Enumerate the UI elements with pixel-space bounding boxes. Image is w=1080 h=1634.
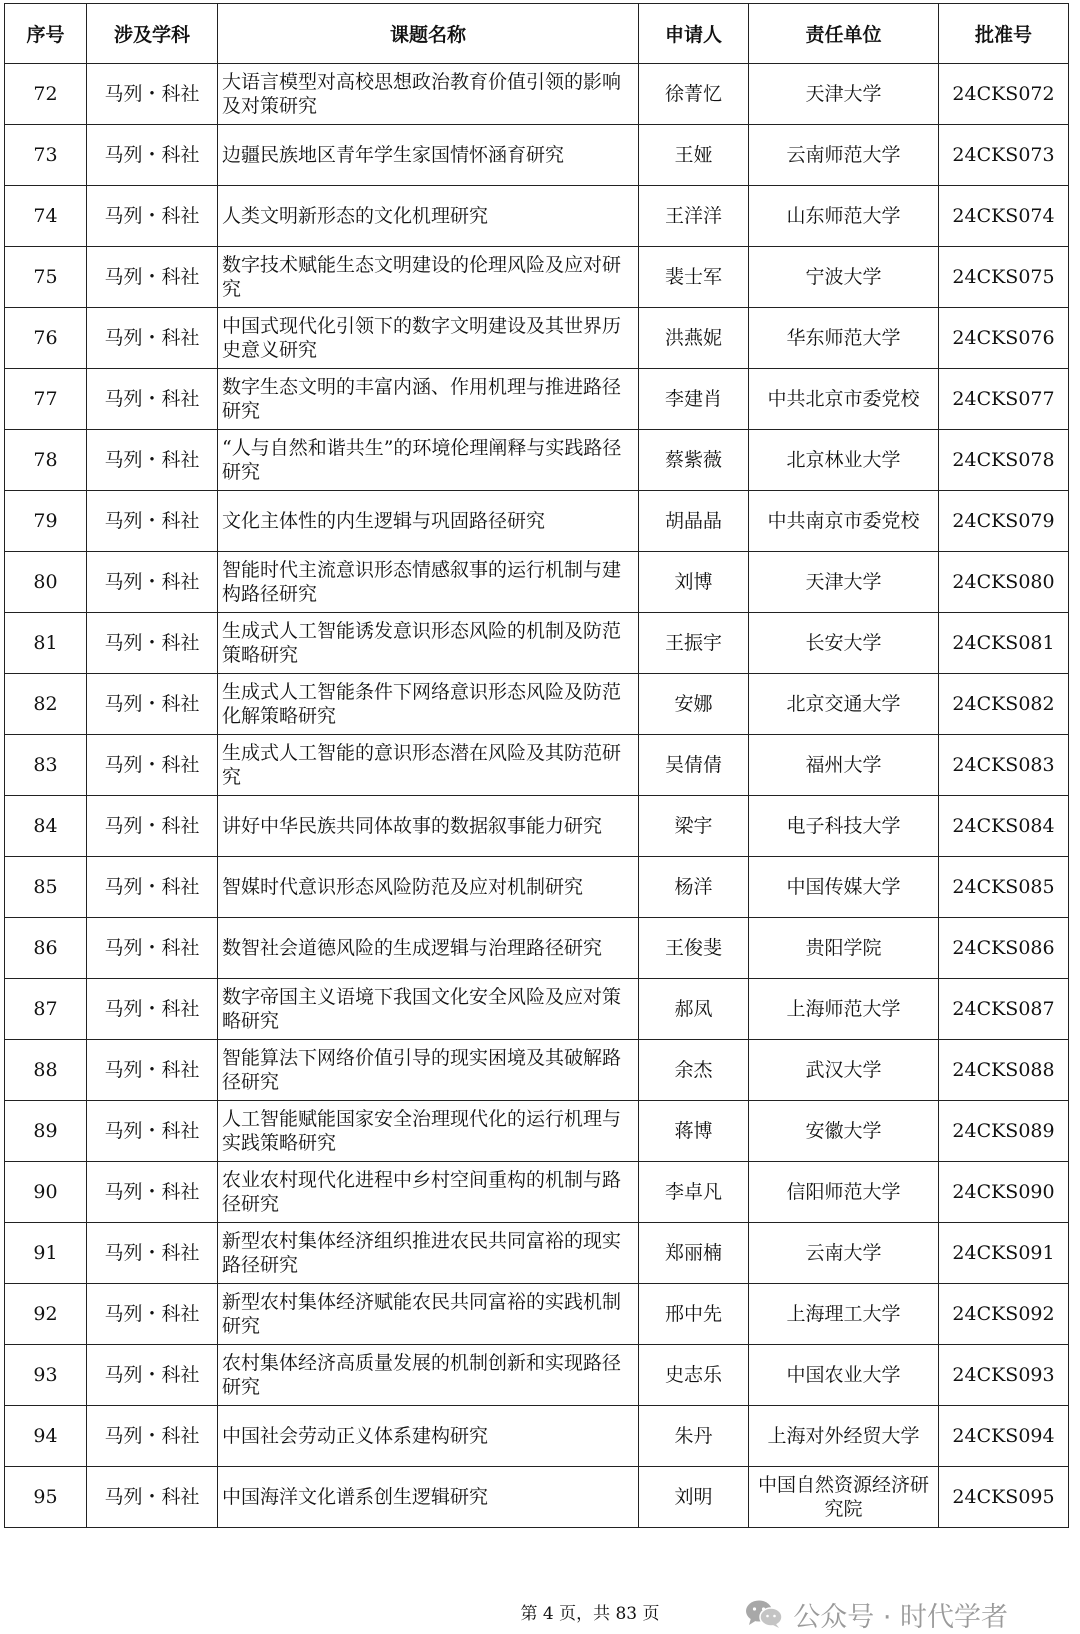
cell-applicant: 李卓凡 bbox=[639, 1162, 749, 1223]
cell-no: 81 bbox=[5, 613, 87, 674]
cell-no: 76 bbox=[5, 308, 87, 369]
cell-applicant: 蔡紫薇 bbox=[639, 430, 749, 491]
cell-no: 75 bbox=[5, 247, 87, 308]
table-row bbox=[5, 247, 1069, 308]
cell-no: 93 bbox=[5, 1345, 87, 1406]
cell-no: 74 bbox=[5, 186, 87, 247]
cell-subject: 马列・科社 bbox=[87, 979, 218, 1040]
cell-applicant: 安娜 bbox=[639, 674, 749, 735]
cell-institution: 武汉大学 bbox=[749, 1040, 939, 1101]
cell-title: 讲好中华民族共同体故事的数据叙事能力研究 bbox=[218, 796, 639, 857]
table-row bbox=[5, 1223, 1069, 1284]
cell-applicant: 王洋洋 bbox=[639, 186, 749, 247]
cell-approval: 24CKS077 bbox=[939, 369, 1069, 430]
cell-applicant: 李建肖 bbox=[639, 369, 749, 430]
table-body bbox=[5, 64, 1069, 1528]
table-row bbox=[5, 674, 1069, 735]
cell-applicant: 郑丽楠 bbox=[639, 1223, 749, 1284]
cell-approval: 24CKS093 bbox=[939, 1345, 1069, 1406]
cell-subject: 马列・科社 bbox=[87, 552, 218, 613]
cell-title: 人类文明新形态的文化机理研究 bbox=[218, 186, 639, 247]
cell-institution: 天津大学 bbox=[749, 552, 939, 613]
cell-institution: 中国传媒大学 bbox=[749, 857, 939, 918]
table-row bbox=[5, 1040, 1069, 1101]
cell-no: 88 bbox=[5, 1040, 87, 1101]
cell-no: 86 bbox=[5, 918, 87, 979]
watermark-text: 公众号 · 时代学者 bbox=[793, 1601, 1008, 1633]
table-row bbox=[5, 186, 1069, 247]
cell-subject: 马列・科社 bbox=[87, 1162, 218, 1223]
table-row bbox=[5, 552, 1069, 613]
header-row bbox=[5, 4, 1069, 64]
cell-subject: 马列・科社 bbox=[87, 308, 218, 369]
cell-applicant: 胡晶晶 bbox=[639, 491, 749, 552]
cell-institution: 中共北京市委党校 bbox=[749, 369, 939, 430]
cell-title: 数智社会道德风险的生成逻辑与治理路径研究 bbox=[218, 918, 639, 979]
cell-institution: 中国农业大学 bbox=[749, 1345, 939, 1406]
cell-approval: 24CKS092 bbox=[939, 1284, 1069, 1345]
cell-title: 生成式人工智能的意识形态潜在风险及其防范研究 bbox=[218, 735, 639, 796]
cell-subject: 马列・科社 bbox=[87, 430, 218, 491]
header-no: 序号 bbox=[5, 4, 87, 64]
cell-approval: 24CKS095 bbox=[939, 1467, 1069, 1528]
cell-title: 数字技术赋能生态文明建设的伦理风险及应对研究 bbox=[218, 247, 639, 308]
cell-institution: 安徽大学 bbox=[749, 1101, 939, 1162]
cell-title: 数字帝国主义语境下我国文化安全风险及应对策略研究 bbox=[218, 979, 639, 1040]
cell-approval: 24CKS084 bbox=[939, 796, 1069, 857]
table-row bbox=[5, 796, 1069, 857]
cell-title: 智媒时代意识形态风险防范及应对机制研究 bbox=[218, 857, 639, 918]
cell-applicant: 杨洋 bbox=[639, 857, 749, 918]
cell-subject: 马列・科社 bbox=[87, 1406, 218, 1467]
table-row bbox=[5, 857, 1069, 918]
cell-applicant: 王振宇 bbox=[639, 613, 749, 674]
cell-approval: 24CKS091 bbox=[939, 1223, 1069, 1284]
cell-institution: 上海对外经贸大学 bbox=[749, 1406, 939, 1467]
cell-approval: 24CKS094 bbox=[939, 1406, 1069, 1467]
cell-subject: 马列・科社 bbox=[87, 857, 218, 918]
cell-approval: 24CKS081 bbox=[939, 613, 1069, 674]
table-row bbox=[5, 64, 1069, 125]
table-header bbox=[5, 4, 1069, 64]
table-row bbox=[5, 735, 1069, 796]
cell-no: 91 bbox=[5, 1223, 87, 1284]
cell-institution: 天津大学 bbox=[749, 64, 939, 125]
cell-subject: 马列・科社 bbox=[87, 1223, 218, 1284]
cell-title: 新型农村集体经济赋能农民共同富裕的实践机制研究 bbox=[218, 1284, 639, 1345]
table-row bbox=[5, 1406, 1069, 1467]
table-row bbox=[5, 1345, 1069, 1406]
cell-no: 78 bbox=[5, 430, 87, 491]
cell-institution: 中国自然资源经济研究院 bbox=[749, 1467, 939, 1528]
cell-institution: 长安大学 bbox=[749, 613, 939, 674]
cell-title: 农村集体经济高质量发展的机制创新和实现路径研究 bbox=[218, 1345, 639, 1406]
cell-subject: 马列・科社 bbox=[87, 125, 218, 186]
cell-applicant: 王娅 bbox=[639, 125, 749, 186]
header-title: 课题名称 bbox=[218, 4, 639, 64]
cell-institution: 宁波大学 bbox=[749, 247, 939, 308]
project-table bbox=[4, 3, 1069, 1528]
cell-title: 中国社会劳动正义体系建构研究 bbox=[218, 1406, 639, 1467]
header-applicant: 申请人 bbox=[639, 4, 749, 64]
cell-subject: 马列・科社 bbox=[87, 369, 218, 430]
cell-approval: 24CKS073 bbox=[939, 125, 1069, 186]
table-row bbox=[5, 1284, 1069, 1345]
cell-approval: 24CKS074 bbox=[939, 186, 1069, 247]
cell-subject: 马列・科社 bbox=[87, 1467, 218, 1528]
cell-approval: 24CKS072 bbox=[939, 64, 1069, 125]
cell-title: 边疆民族地区青年学生家国情怀涵育研究 bbox=[218, 125, 639, 186]
table-row bbox=[5, 918, 1069, 979]
cell-applicant: 余杰 bbox=[639, 1040, 749, 1101]
table-row bbox=[5, 369, 1069, 430]
cell-no: 80 bbox=[5, 552, 87, 613]
cell-subject: 马列・科社 bbox=[87, 674, 218, 735]
cell-subject: 马列・科社 bbox=[87, 1345, 218, 1406]
cell-no: 85 bbox=[5, 857, 87, 918]
cell-title: 中国式现代化引领下的数字文明建设及其世界历史意义研究 bbox=[218, 308, 639, 369]
cell-approval: 24CKS082 bbox=[939, 674, 1069, 735]
cell-approval: 24CKS079 bbox=[939, 491, 1069, 552]
cell-applicant: 史志乐 bbox=[639, 1345, 749, 1406]
cell-institution: 信阳师范大学 bbox=[749, 1162, 939, 1223]
cell-title: 文化主体性的内生逻辑与巩固路径研究 bbox=[218, 491, 639, 552]
cell-institution: 云南大学 bbox=[749, 1223, 939, 1284]
header-approval: 批准号 bbox=[939, 4, 1069, 64]
cell-applicant: 王俊斐 bbox=[639, 918, 749, 979]
cell-title: 人工智能赋能国家安全治理现代化的运行机理与实践策略研究 bbox=[218, 1101, 639, 1162]
cell-no: 94 bbox=[5, 1406, 87, 1467]
cell-no: 92 bbox=[5, 1284, 87, 1345]
cell-no: 95 bbox=[5, 1467, 87, 1528]
table-row bbox=[5, 1101, 1069, 1162]
cell-title: “人与自然和谐共生”的环境伦理阐释与实践路径研究 bbox=[218, 430, 639, 491]
cell-applicant: 裴士军 bbox=[639, 247, 749, 308]
table-row bbox=[5, 125, 1069, 186]
table-row bbox=[5, 613, 1069, 674]
cell-title: 大语言模型对高校思想政治教育价值引领的影响及对策研究 bbox=[218, 64, 639, 125]
cell-institution: 上海理工大学 bbox=[749, 1284, 939, 1345]
table-row bbox=[5, 1467, 1069, 1528]
cell-no: 89 bbox=[5, 1101, 87, 1162]
cell-no: 73 bbox=[5, 125, 87, 186]
table-row bbox=[5, 1162, 1069, 1223]
cell-subject: 马列・科社 bbox=[87, 247, 218, 308]
cell-approval: 24CKS088 bbox=[939, 1040, 1069, 1101]
cell-approval: 24CKS089 bbox=[939, 1101, 1069, 1162]
cell-applicant: 刘明 bbox=[639, 1467, 749, 1528]
cell-approval: 24CKS078 bbox=[939, 430, 1069, 491]
cell-no: 83 bbox=[5, 735, 87, 796]
cell-no: 79 bbox=[5, 491, 87, 552]
cell-subject: 马列・科社 bbox=[87, 735, 218, 796]
cell-institution: 华东师范大学 bbox=[749, 308, 939, 369]
cell-no: 90 bbox=[5, 1162, 87, 1223]
cell-institution: 山东师范大学 bbox=[749, 186, 939, 247]
header-subject: 涉及学科 bbox=[87, 4, 218, 64]
cell-subject: 马列・科社 bbox=[87, 918, 218, 979]
cell-subject: 马列・科社 bbox=[87, 491, 218, 552]
cell-institution: 中共南京市委党校 bbox=[749, 491, 939, 552]
cell-title: 生成式人工智能条件下网络意识形态风险及防范化解策略研究 bbox=[218, 674, 639, 735]
cell-approval: 24CKS087 bbox=[939, 979, 1069, 1040]
table-row bbox=[5, 979, 1069, 1040]
cell-no: 87 bbox=[5, 979, 87, 1040]
cell-approval: 24CKS086 bbox=[939, 918, 1069, 979]
cell-applicant: 邢中先 bbox=[639, 1284, 749, 1345]
cell-approval: 24CKS085 bbox=[939, 857, 1069, 918]
header-institution: 责任单位 bbox=[749, 4, 939, 64]
cell-no: 72 bbox=[5, 64, 87, 125]
cell-title: 智能时代主流意识形态情感叙事的运行机制与建构路径研究 bbox=[218, 552, 639, 613]
cell-institution: 云南师范大学 bbox=[749, 125, 939, 186]
cell-approval: 24CKS083 bbox=[939, 735, 1069, 796]
cell-no: 82 bbox=[5, 674, 87, 735]
cell-institution: 北京林业大学 bbox=[749, 430, 939, 491]
cell-subject: 马列・科社 bbox=[87, 186, 218, 247]
cell-subject: 马列・科社 bbox=[87, 613, 218, 674]
cell-applicant: 刘博 bbox=[639, 552, 749, 613]
cell-title: 农业农村现代化进程中乡村空间重构的机制与路径研究 bbox=[218, 1162, 639, 1223]
cell-applicant: 徐菁忆 bbox=[639, 64, 749, 125]
cell-approval: 24CKS076 bbox=[939, 308, 1069, 369]
cell-title: 新型农村集体经济组织推进农民共同富裕的现实路径研究 bbox=[218, 1223, 639, 1284]
cell-no: 77 bbox=[5, 369, 87, 430]
cell-institution: 上海师范大学 bbox=[749, 979, 939, 1040]
table-row bbox=[5, 308, 1069, 369]
cell-subject: 马列・科社 bbox=[87, 1040, 218, 1101]
cell-institution: 贵阳学院 bbox=[749, 918, 939, 979]
cell-approval: 24CKS090 bbox=[939, 1162, 1069, 1223]
cell-institution: 北京交通大学 bbox=[749, 674, 939, 735]
cell-applicant: 洪燕妮 bbox=[639, 308, 749, 369]
cell-applicant: 郝凤 bbox=[639, 979, 749, 1040]
table-row bbox=[5, 430, 1069, 491]
cell-subject: 马列・科社 bbox=[87, 1101, 218, 1162]
cell-title: 数字生态文明的丰富内涵、作用机理与推进路径研究 bbox=[218, 369, 639, 430]
table-row bbox=[5, 491, 1069, 552]
cell-institution: 电子科技大学 bbox=[749, 796, 939, 857]
cell-no: 84 bbox=[5, 796, 87, 857]
cell-subject: 马列・科社 bbox=[87, 1284, 218, 1345]
cell-title: 智能算法下网络价值引导的现实困境及其破解路径研究 bbox=[218, 1040, 639, 1101]
cell-approval: 24CKS075 bbox=[939, 247, 1069, 308]
cell-applicant: 吴倩倩 bbox=[639, 735, 749, 796]
cell-institution: 福州大学 bbox=[749, 735, 939, 796]
cell-title: 生成式人工智能诱发意识形态风险的机制及防范策略研究 bbox=[218, 613, 639, 674]
cell-applicant: 梁宇 bbox=[639, 796, 749, 857]
cell-subject: 马列・科社 bbox=[87, 796, 218, 857]
cell-applicant: 朱丹 bbox=[639, 1406, 749, 1467]
cell-applicant: 蒋博 bbox=[639, 1101, 749, 1162]
cell-title: 中国海洋文化谱系创生逻辑研究 bbox=[218, 1467, 639, 1528]
page-footer: 第 4 页，共 83 页 bbox=[520, 1604, 660, 1624]
cell-subject: 马列・科社 bbox=[87, 64, 218, 125]
cell-approval: 24CKS080 bbox=[939, 552, 1069, 613]
